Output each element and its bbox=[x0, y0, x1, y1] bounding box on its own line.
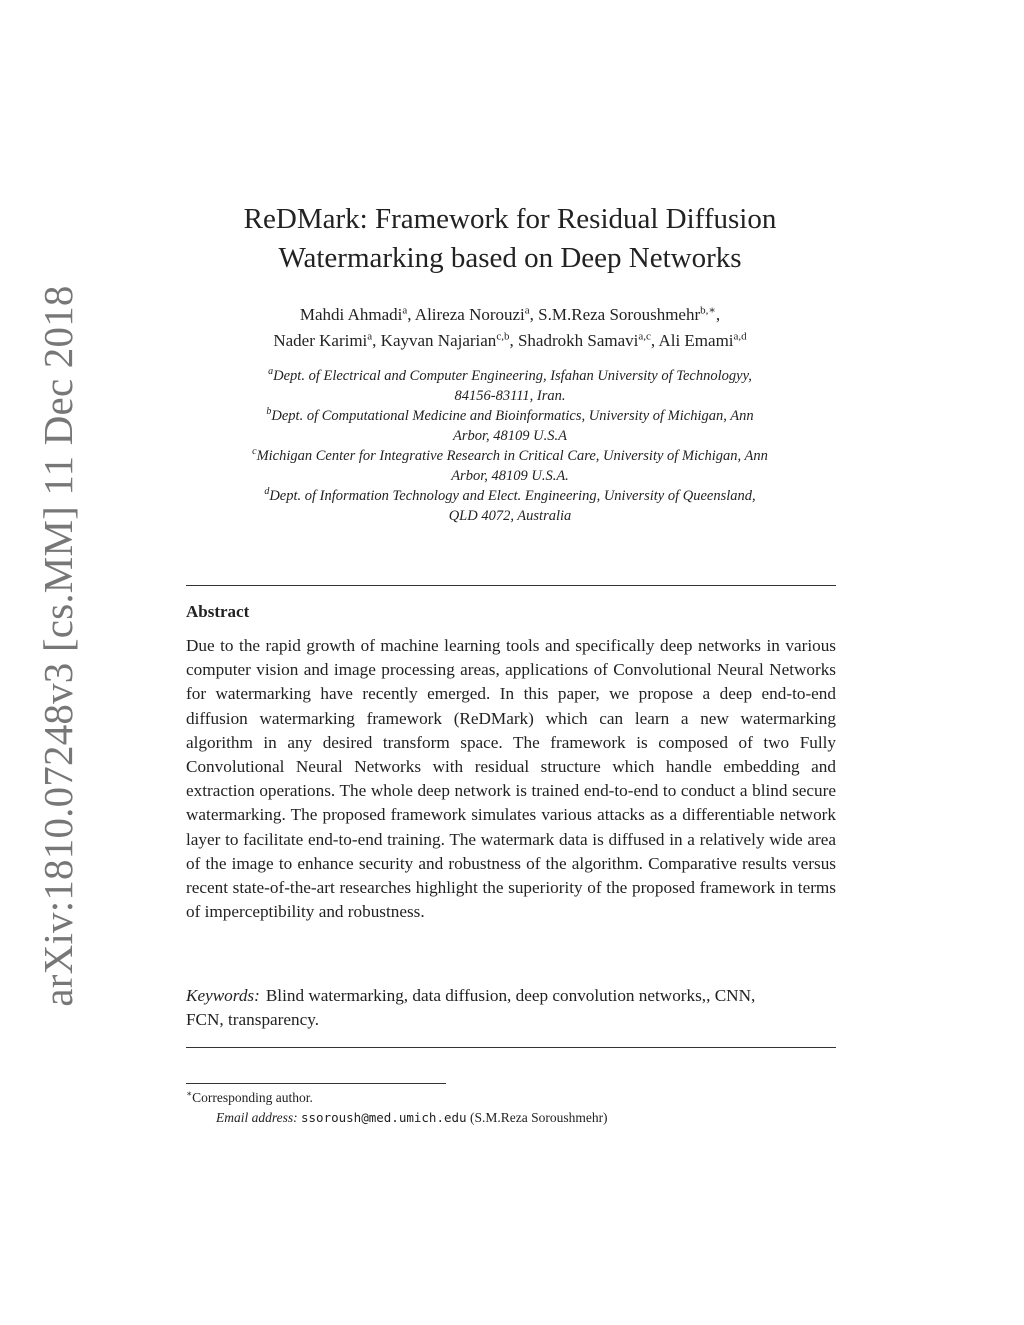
email-note bbox=[216, 1108, 866, 1128]
affiliation-line: Michigan Center for Integrative Research in Critical Care, University of Michigan, Ann bbox=[256, 448, 768, 464]
email-author-name: (S.M.Reza Soroushmehr) bbox=[469, 1110, 608, 1125]
abstract-top-rule bbox=[186, 585, 836, 586]
keywords-label: Keywords: bbox=[186, 986, 260, 1005]
title-line-1: ReDMark: Framework for Residual Diffusion bbox=[243, 203, 777, 235]
affiliation-mark: d bbox=[264, 486, 270, 498]
abstract-text: Due to the rapid growth of machine learning tools and specifically deep networks in various computer vision and image processing areas, applications of Convolutional Neural Networks for watermarking have recently emerged. In this paper, we propose a deep end-to-end diffusion watermarking framework (ReDMark) which can learn a new watermarking algorithm in any desired transform space. The framework is composed of two Fully Convolutional Neural Networks with residual structure which handle embedding and extraction operations. The whole deep network is trained end-to-end to conduct a blind secure watermarking. The proposed framework simulates various attacks as a differentiable network layer to facilitate end-to-end training. The watermark data is diffused in a relatively wide area of the image to enhance security and robustness of the algorithm. Comparative results versus recent state-of-the-art researches highlight the superiority of the proposed framework in terms of imperceptibility and robustness. bbox=[186, 636, 836, 922]
author-name: Alireza Norouzi bbox=[414, 305, 525, 324]
corresponding-mark: ∗ bbox=[186, 1088, 193, 1099]
corresponding-author-note bbox=[186, 1088, 836, 1108]
author-list bbox=[185, 302, 835, 354]
corresponding-text: Corresponding author. bbox=[192, 1090, 313, 1105]
footnote-rule bbox=[186, 1083, 446, 1084]
author-name: Mahdi Ahmadi bbox=[299, 305, 403, 324]
author-affiliation-mark: a bbox=[524, 304, 530, 317]
author-name: Shadrokh Samavi bbox=[517, 331, 639, 350]
affiliation bbox=[180, 366, 840, 406]
author-name: S.M.Reza Soroushmehr bbox=[538, 305, 701, 324]
author-line-2: Nader Karimi$^a$, Kayvan Najarian$^{c,b}$, Shadrokh Samavi$^{a,c}$, Ali Emami$^{a,d}$ bbox=[273, 330, 747, 350]
paper-title bbox=[185, 200, 835, 278]
affiliation-list bbox=[180, 366, 840, 526]
affiliation-line: Arbor, 48109 U.S.A. bbox=[451, 468, 569, 484]
affiliation-mark: b bbox=[266, 406, 272, 418]
affiliation-line: QLD 4072, Australia bbox=[448, 508, 572, 524]
affiliation bbox=[180, 486, 840, 526]
email-address-link[interactable]: ssoroush@med.umich.edu bbox=[301, 1110, 467, 1125]
affiliation-line: Dept. of Computational Medicine and Bioinformatics, University of Michigan, Ann bbox=[271, 408, 754, 424]
abstract-bottom-rule bbox=[186, 1047, 836, 1048]
affiliation-line: Dept. of Information Technology and Elect. Engineering, University of Queensland, bbox=[269, 488, 756, 504]
email-label: Email address: bbox=[216, 1110, 298, 1125]
author-affiliation-mark: a bbox=[367, 330, 373, 343]
author-name: Kayvan Najarian bbox=[380, 331, 497, 350]
author-name: Ali Emami bbox=[658, 331, 734, 350]
author-affiliation-mark: a,c bbox=[638, 330, 651, 343]
author-name: Nader Karimi bbox=[273, 331, 368, 350]
keywords bbox=[186, 984, 766, 1032]
affiliation-line: Arbor, 48109 U.S.A bbox=[453, 428, 567, 444]
author-affiliation-mark: a bbox=[402, 304, 408, 317]
author-affiliation-mark: b,∗ bbox=[700, 304, 716, 317]
title-line-2: Watermarking based on Deep Networks bbox=[278, 242, 742, 274]
author-affiliation-mark: c,b bbox=[496, 330, 510, 343]
affiliation-line: Dept. of Electrical and Computer Engineering, Isfahan University of Technologyy, bbox=[273, 368, 752, 384]
keywords-text: Blind watermarking, data diffusion, deep convolution networks,, CNN, FCN, transparency. bbox=[186, 986, 756, 1030]
affiliation-mark: c bbox=[252, 446, 257, 458]
abstract-heading: Abstract bbox=[186, 602, 250, 621]
arxiv-identifier-stamp: arXiv:1810.07248v3 [cs.MM] 11 Dec 2018 bbox=[35, 285, 81, 1007]
affiliation-line: 84156-83111, Iran. bbox=[454, 388, 566, 404]
affiliation bbox=[180, 446, 840, 486]
affiliation bbox=[180, 406, 840, 446]
author-affiliation-mark: a,d bbox=[733, 330, 747, 343]
affiliation-mark: a bbox=[268, 366, 274, 378]
author-line-1: Mahdi Ahmadi$^a$, Alireza Norouzi$^a$, S.M.Reza Soroushmehr$^{b,∗}$, bbox=[299, 304, 721, 324]
